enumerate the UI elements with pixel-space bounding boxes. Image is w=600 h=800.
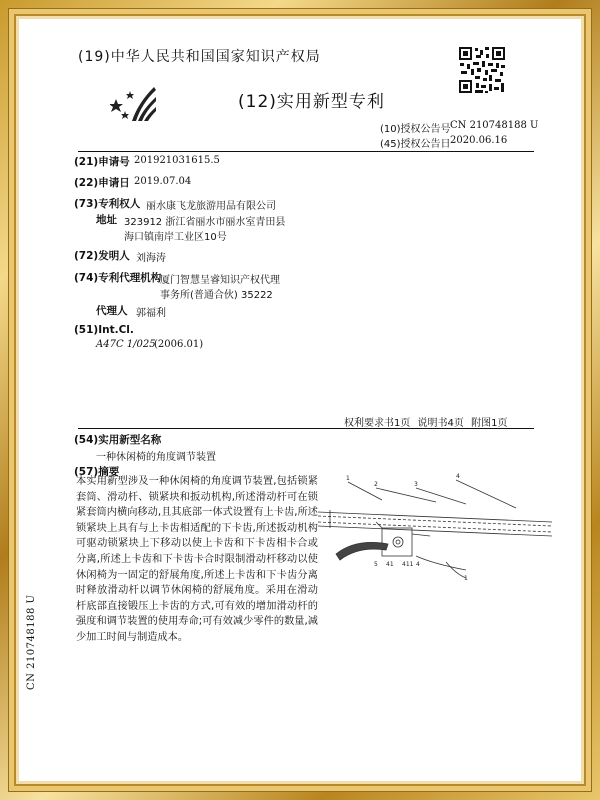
app-no: 201921031615.5 [134,155,220,166]
patentee: 丽水康飞龙旅游用品有限公司 [146,201,276,212]
pub-date-label: (45)授权公告日 [380,139,451,150]
agency-line2: 事务所(普通合伙) 35222 [160,290,273,301]
fig-label-4b: 4 [416,561,420,568]
abstract-drawing [316,466,556,586]
qr-code-icon [458,46,506,94]
address-line1: 323912 浙江省丽水市丽水室青田县 [124,217,286,228]
document-type: (12)实用新型专利 [238,92,385,112]
agent: 郭福利 [136,308,166,319]
pub-no: CN 210748188 U [450,120,539,131]
fig-label-3: 3 [414,481,418,488]
agency-label: (74)专利代理机构 [74,272,162,284]
inventor-label: (72)发明人 [74,250,130,262]
fig-label-1b: 1 [464,575,468,582]
fig-label-2: 2 [374,481,378,488]
filing-date-label: (22)申请日 [74,177,130,189]
header-rule [78,151,534,152]
abstract-label: (57)摘要 [74,466,120,478]
patentee-label: (73)专利权人 [74,198,141,210]
agent-label: 代理人 [96,305,128,317]
pub-no-label: (10)授权公告号 [380,124,451,135]
office-name: (19)中华人民共和国国家知识产权局 [78,49,321,65]
ipc-label: (51)Int.Cl. [74,324,134,336]
side-pub-number: CN 210748188 U [26,594,37,690]
fig-label-4: 4 [456,473,460,480]
fig-label-411: 411 [402,561,414,568]
ipc-code: A47C 1/025 [96,339,156,350]
cnipa-logo-icon [110,81,156,123]
fig-label-1: 1 [346,475,350,482]
inventor: 刘海涛 [136,253,166,264]
patent-page [26,26,574,774]
fig-label-41: 41 [386,561,394,568]
agency-line1: 厦门智慧呈睿知识产权代理 [160,275,280,286]
pub-date: 2020.06.16 [450,135,508,146]
ipc-version: (2006.01) [154,339,204,350]
fig-label-5: 5 [374,561,378,568]
section-rule [78,428,534,429]
abstract-text: 本实用新型涉及一种休闲椅的角度调节装置,包括锁紧套筒、滑动杆、锁紧块和扳动机构,所述滑动杆可在锁紧套筒内横向移动,且其底部一体式设置有上卡齿,所述锁紧块上具有与上卡齿相适配的下卡齿,所述扳动机构可驱动锁紧块上下移动以使上卡齿和下卡齿相卡合或分离,所述上卡齿和下卡齿卡合时限制滑动杆移动以使休闲椅为一固定的舒展角度,所述上卡齿和下卡齿分离时释放滑动杆以调节休闲椅的舒展角度。采用在滑动杆底部直接锻压上卡齿的方式,可有效的增加滑动杆的强度和调节装置的使用寿命;可有效减少零件的数量,减少加工时间与制造成本。 [76,476,318,643]
utility-title: 一种休闲椅的角度调节装置 [96,452,216,463]
title-label: (54)实用新型名称 [74,434,162,446]
app-no-label: (21)申请号 [74,156,130,168]
page-counts: 权利要求书1页 说明书4页 附图1页 [344,418,508,429]
address-label: 地址 [96,214,117,226]
filing-date: 2019.07.04 [134,176,192,187]
address-line2: 海口镇南岸工业区10号 [124,232,227,243]
